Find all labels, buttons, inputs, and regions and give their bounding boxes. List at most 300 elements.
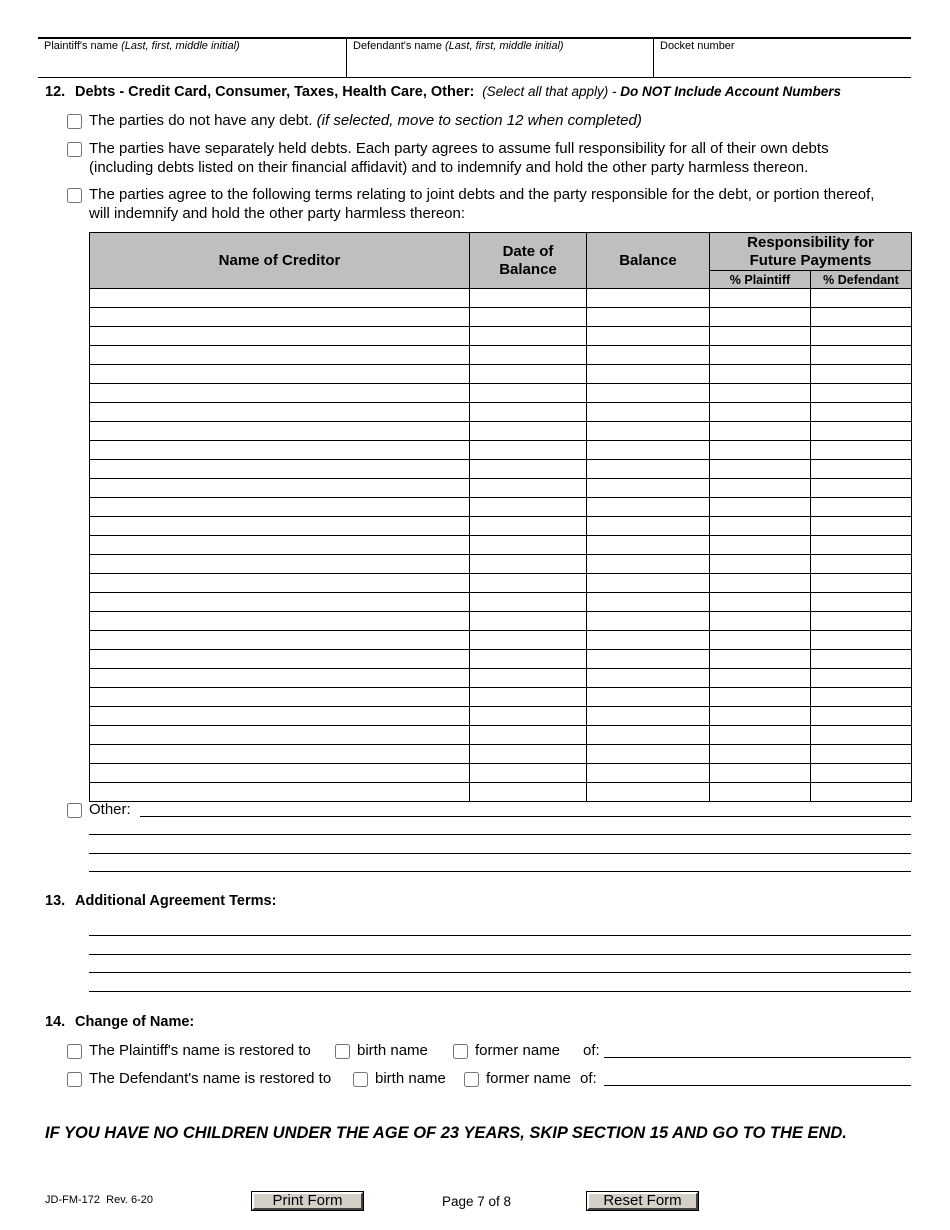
cell-creditor (90, 403, 470, 422)
balance-input[interactable] (587, 669, 709, 687)
creditor-input[interactable] (90, 384, 469, 402)
cell-creditor (90, 593, 470, 612)
cell-date (470, 593, 587, 612)
plaintiff-pct-input[interactable] (710, 517, 810, 535)
creditor-input[interactable] (90, 365, 469, 383)
cell-balance (587, 612, 710, 631)
plaintiff-name-hint: (Last, first, middle initial) (121, 40, 240, 52)
cell-creditor (90, 669, 470, 688)
plaintiff-name-input[interactable] (42, 55, 342, 75)
defendant-pct-input[interactable] (811, 631, 911, 649)
balance-input[interactable] (587, 783, 709, 801)
cell-balance (587, 346, 710, 365)
date-input[interactable] (470, 498, 586, 516)
plaintiff-pct-input[interactable] (710, 308, 810, 326)
cell-plaintiff-pct (710, 669, 811, 688)
case-header (38, 37, 911, 78)
defendant-pct-input[interactable] (811, 688, 911, 706)
plaintiff-pct-input[interactable] (710, 612, 810, 630)
plaintiff-birth-name-checkbox[interactable] (335, 1044, 350, 1059)
balance-input[interactable] (587, 384, 709, 402)
cell-balance (587, 289, 710, 308)
date-input[interactable] (470, 669, 586, 687)
date-input[interactable] (470, 764, 586, 782)
date-input[interactable] (470, 688, 586, 706)
cell-plaintiff-pct (710, 726, 811, 745)
plaintiff-pct-input[interactable] (710, 327, 810, 345)
balance-input[interactable] (587, 726, 709, 744)
date-input[interactable] (470, 308, 586, 326)
cell-plaintiff-pct (710, 593, 811, 612)
defendant-pct-input[interactable] (811, 726, 911, 744)
cell-plaintiff-pct (710, 346, 811, 365)
additional-terms-line-1[interactable] (89, 935, 911, 936)
creditor-input[interactable] (90, 479, 469, 497)
table-row (90, 593, 912, 612)
balance-input[interactable] (587, 631, 709, 649)
defendant-pct-input[interactable] (811, 308, 911, 326)
col-header-defendant-pct: % Defendant (811, 271, 912, 289)
defendant-former-name-checkbox[interactable] (464, 1072, 479, 1087)
date-input[interactable] (470, 555, 586, 573)
date-input[interactable] (470, 346, 586, 364)
cell-creditor (90, 308, 470, 327)
defendant-pct-input[interactable] (811, 764, 911, 782)
no-debt-checkbox[interactable] (67, 114, 82, 129)
plaintiff-pct-input[interactable] (710, 688, 810, 706)
table-row (90, 764, 912, 783)
additional-terms-line-2[interactable] (89, 954, 911, 955)
cell-balance (587, 669, 710, 688)
plaintiff-pct-input[interactable] (710, 631, 810, 649)
table-row (90, 498, 912, 517)
table-row (90, 479, 912, 498)
defendant-restored-name-line[interactable] (604, 1085, 911, 1086)
plaintiff-pct-input[interactable] (710, 460, 810, 478)
joint-debts-line-2: will indemnify and hold the other party harmless thereon: (89, 205, 466, 222)
no-debt-text: The parties do not have any debt. (89, 112, 313, 129)
defendant-name-hint: (Last, first, middle initial) (445, 40, 564, 52)
balance-input[interactable] (587, 536, 709, 554)
defendant-pct-input[interactable] (811, 384, 911, 402)
cell-plaintiff-pct (710, 441, 811, 460)
plaintiff-pct-input[interactable] (710, 498, 810, 516)
date-input[interactable] (470, 745, 586, 763)
print-form-button[interactable]: Print Form (252, 1192, 363, 1210)
cell-plaintiff-pct (710, 707, 811, 726)
balance-input[interactable] (587, 612, 709, 630)
plaintiff-name-restore-text: The Plaintiff's name is restored to (89, 1042, 311, 1059)
cell-balance (587, 688, 710, 707)
debts-table (89, 232, 912, 802)
balance-input[interactable] (587, 745, 709, 763)
cell-creditor (90, 707, 470, 726)
date-input[interactable] (470, 479, 586, 497)
date-input[interactable] (470, 574, 586, 592)
cell-creditor (90, 346, 470, 365)
cell-defendant-pct (811, 574, 912, 593)
table-row (90, 517, 912, 536)
cell-defendant-pct (811, 650, 912, 669)
defendant-name-restore-text: The Defendant's name is restored to (89, 1070, 332, 1087)
balance-input[interactable] (587, 498, 709, 516)
cell-creditor (90, 365, 470, 384)
balance-input[interactable] (587, 365, 709, 383)
defendant-pct-input[interactable] (811, 745, 911, 763)
table-row (90, 460, 912, 479)
defendant-former-name-label: former name (486, 1070, 572, 1087)
form-id (45, 1194, 153, 1206)
cell-defendant-pct (811, 327, 912, 346)
date-input[interactable] (470, 707, 586, 725)
cell-creditor (90, 422, 470, 441)
cell-plaintiff-pct (710, 517, 811, 536)
plaintiff-pct-input[interactable] (710, 422, 810, 440)
table-row (90, 612, 912, 631)
table-row (90, 669, 912, 688)
date-input[interactable] (470, 327, 586, 345)
cell-defendant-pct (811, 384, 912, 403)
plaintiff-pct-input[interactable] (710, 346, 810, 364)
cell-date (470, 517, 587, 536)
cell-defendant-pct (811, 289, 912, 308)
cell-plaintiff-pct (710, 536, 811, 555)
col-header-creditor: Name of Creditor (90, 233, 470, 289)
cell-date (470, 365, 587, 384)
date-input[interactable] (470, 517, 586, 535)
defendant-pct-input[interactable] (811, 460, 911, 478)
defendant-pct-input[interactable] (811, 650, 911, 668)
plaintiff-pct-input[interactable] (710, 783, 810, 801)
date-input[interactable] (470, 403, 586, 421)
defendant-birth-name-checkbox[interactable] (353, 1072, 368, 1087)
defendant-pct-input[interactable] (811, 441, 911, 459)
plaintiff-pct-input[interactable] (710, 669, 810, 687)
cell-plaintiff-pct (710, 422, 811, 441)
other-line-2[interactable] (89, 834, 911, 835)
cell-plaintiff-pct (710, 365, 811, 384)
creditor-input[interactable] (90, 346, 469, 364)
section-14-number: 14. (45, 1014, 66, 1030)
defendant-pct-input[interactable] (811, 574, 911, 592)
cell-creditor (90, 384, 470, 403)
plaintiff-former-name-checkbox[interactable] (453, 1044, 468, 1059)
creditor-input[interactable] (90, 783, 469, 801)
cell-defendant-pct (811, 764, 912, 783)
reset-form-button[interactable]: Reset Form (587, 1192, 698, 1210)
date-input[interactable] (470, 422, 586, 440)
defendant-pct-input[interactable] (811, 479, 911, 497)
creditor-input[interactable] (90, 536, 469, 554)
plaintiff-pct-input[interactable] (710, 745, 810, 763)
cell-creditor (90, 745, 470, 764)
date-input[interactable] (470, 726, 586, 744)
col-header-date (470, 233, 587, 289)
date-input[interactable] (470, 365, 586, 383)
cell-plaintiff-pct (710, 783, 811, 802)
creditor-input[interactable] (90, 517, 469, 535)
cell-creditor (90, 688, 470, 707)
creditor-input[interactable] (90, 289, 469, 307)
date-input[interactable] (470, 441, 586, 459)
cell-plaintiff-pct (710, 289, 811, 308)
date-input[interactable] (470, 783, 586, 801)
balance-input[interactable] (587, 593, 709, 611)
balance-input[interactable] (587, 403, 709, 421)
defendant-pct-input[interactable] (811, 365, 911, 383)
table-row (90, 289, 912, 308)
other-line-1[interactable] (140, 816, 911, 817)
cell-date (470, 289, 587, 308)
defendant-pct-input[interactable] (811, 422, 911, 440)
date-input[interactable] (470, 631, 586, 649)
cell-date (470, 384, 587, 403)
plaintiff-pct-input[interactable] (710, 441, 810, 459)
table-row (90, 688, 912, 707)
defendant-pct-input[interactable] (811, 612, 911, 630)
col-header-date-line-2: Balance (499, 260, 557, 278)
defendant-pct-input[interactable] (811, 289, 911, 307)
cell-balance (587, 384, 710, 403)
creditor-input[interactable] (90, 707, 469, 725)
cell-balance (587, 574, 710, 593)
plaintiff-pct-input[interactable] (710, 365, 810, 383)
defendant-pct-input[interactable] (811, 517, 911, 535)
cell-date (470, 764, 587, 783)
creditor-input[interactable] (90, 631, 469, 649)
table-row (90, 783, 912, 802)
cell-plaintiff-pct (710, 574, 811, 593)
table-row (90, 745, 912, 764)
plaintiff-pct-input[interactable] (710, 555, 810, 573)
balance-input[interactable] (587, 441, 709, 459)
plaintiff-pct-input[interactable] (710, 403, 810, 421)
cell-defendant-pct (811, 707, 912, 726)
defendant-pct-input[interactable] (811, 498, 911, 516)
creditor-input[interactable] (90, 460, 469, 478)
cell-date (470, 308, 587, 327)
other-line-4[interactable] (89, 871, 911, 872)
date-input[interactable] (470, 384, 586, 402)
balance-input[interactable] (587, 346, 709, 364)
creditor-input[interactable] (90, 403, 469, 421)
cell-plaintiff-pct (710, 498, 811, 517)
plaintiff-restored-name-line[interactable] (604, 1057, 911, 1058)
balance-input[interactable] (587, 327, 709, 345)
defendant-of-label: of: (580, 1070, 597, 1087)
cell-defendant-pct (811, 479, 912, 498)
cell-date (470, 441, 587, 460)
date-input[interactable] (470, 536, 586, 554)
docket-number-input[interactable] (658, 55, 907, 75)
creditor-input[interactable] (90, 745, 469, 763)
defendant-pct-input[interactable] (811, 536, 911, 554)
other-line-3[interactable] (89, 853, 911, 854)
section-14-heading (45, 1014, 194, 1030)
balance-input[interactable] (587, 650, 709, 668)
defendant-pct-input[interactable] (811, 327, 911, 345)
plaintiff-pct-input[interactable] (710, 726, 810, 744)
plaintiff-pct-input[interactable] (710, 707, 810, 725)
creditor-input[interactable] (90, 441, 469, 459)
cell-balance (587, 745, 710, 764)
cell-balance (587, 631, 710, 650)
page-number: Page 7 of 8 (442, 1194, 512, 1209)
cell-defendant-pct (811, 631, 912, 650)
defendant-name-label: Defendant's name (353, 40, 442, 52)
separate-debts-checkbox[interactable] (67, 142, 82, 157)
balance-input[interactable] (587, 422, 709, 440)
creditor-input[interactable] (90, 764, 469, 782)
defendant-pct-input[interactable] (811, 555, 911, 573)
balance-input[interactable] (587, 555, 709, 573)
cell-date (470, 726, 587, 745)
creditor-input[interactable] (90, 327, 469, 345)
cell-balance (587, 422, 710, 441)
table-row (90, 308, 912, 327)
balance-input[interactable] (587, 688, 709, 706)
cell-plaintiff-pct (710, 764, 811, 783)
section-12-instruction-bold: Do NOT Include Account Numbers (620, 84, 842, 99)
cell-defendant-pct (811, 612, 912, 631)
date-input[interactable] (470, 612, 586, 630)
creditor-input[interactable] (90, 593, 469, 611)
balance-input[interactable] (587, 460, 709, 478)
defendant-pct-input[interactable] (811, 593, 911, 611)
separate-debts-line-1: The parties have separately held debts. Each party agrees to assume full responsibility for all of their own debts (89, 140, 829, 157)
cell-balance (587, 365, 710, 384)
cell-date (470, 783, 587, 802)
plaintiff-pct-input[interactable] (710, 650, 810, 668)
joint-debts-option (89, 185, 874, 223)
balance-input[interactable] (587, 707, 709, 725)
plaintiff-pct-input[interactable] (710, 384, 810, 402)
cell-creditor (90, 536, 470, 555)
additional-terms-line-3[interactable] (89, 972, 911, 973)
cell-plaintiff-pct (710, 631, 811, 650)
cell-plaintiff-pct (710, 308, 811, 327)
col-header-responsibility-line-2: Future Payments (749, 251, 872, 269)
cell-plaintiff-pct (710, 327, 811, 346)
table-row (90, 650, 912, 669)
cell-balance (587, 536, 710, 555)
date-input[interactable] (470, 593, 586, 611)
balance-input[interactable] (587, 517, 709, 535)
creditor-input[interactable] (90, 650, 469, 668)
creditor-input[interactable] (90, 422, 469, 440)
cell-balance (587, 650, 710, 669)
defendant-pct-input[interactable] (811, 707, 911, 725)
table-row (90, 403, 912, 422)
creditor-input[interactable] (90, 498, 469, 516)
defendant-pct-input[interactable] (811, 346, 911, 364)
form-id-code: JD-FM-172 (45, 1194, 101, 1206)
date-input[interactable] (470, 650, 586, 668)
defendant-pct-input[interactable] (811, 403, 911, 421)
plaintiff-of-label: of: (583, 1042, 600, 1059)
plaintiff-name-label: Plaintiff's name (44, 40, 119, 52)
col-header-date-line-1: Date of (502, 242, 554, 260)
cell-creditor (90, 517, 470, 536)
cell-creditor (90, 327, 470, 346)
date-input[interactable] (470, 460, 586, 478)
balance-input[interactable] (587, 308, 709, 326)
creditor-input[interactable] (90, 308, 469, 326)
cell-date (470, 688, 587, 707)
plaintiff-pct-input[interactable] (710, 536, 810, 554)
plaintiff-pct-input[interactable] (710, 479, 810, 497)
cell-balance (587, 327, 710, 346)
defendant-name-input[interactable] (351, 55, 649, 75)
cell-balance (587, 403, 710, 422)
table-row (90, 555, 912, 574)
cell-defendant-pct (811, 422, 912, 441)
cell-balance (587, 707, 710, 726)
cell-balance (587, 479, 710, 498)
other-debts-checkbox[interactable] (67, 803, 82, 818)
cell-creditor (90, 612, 470, 631)
section-12-number: 12. (45, 84, 66, 100)
section-14-title: Change of Name: (75, 1014, 195, 1030)
cell-defendant-pct (811, 460, 912, 479)
defendant-pct-input[interactable] (811, 783, 911, 801)
cell-plaintiff-pct (710, 460, 811, 479)
table-row (90, 327, 912, 346)
balance-input[interactable] (587, 764, 709, 782)
cell-date (470, 650, 587, 669)
plaintiff-name-restore-checkbox[interactable] (67, 1044, 82, 1059)
balance-input[interactable] (587, 289, 709, 307)
creditor-input[interactable] (90, 669, 469, 687)
cell-creditor (90, 289, 470, 308)
table-row (90, 346, 912, 365)
balance-input[interactable] (587, 574, 709, 592)
table-row (90, 574, 912, 593)
no-children-warning: IF YOU HAVE NO CHILDREN UNDER THE AGE OF 23 YEARS, SKIP SECTION 15 AND GO TO THE END. (45, 1124, 847, 1142)
cell-plaintiff-pct (710, 479, 811, 498)
defendant-pct-input[interactable] (811, 669, 911, 687)
cell-defendant-pct (811, 365, 912, 384)
creditor-input[interactable] (90, 612, 469, 630)
table-row (90, 384, 912, 403)
cell-defendant-pct (811, 555, 912, 574)
creditor-input[interactable] (90, 726, 469, 744)
plaintiff-pct-input[interactable] (710, 574, 810, 592)
plaintiff-former-name-label: former name (475, 1042, 561, 1059)
creditor-input[interactable] (90, 555, 469, 573)
creditor-input[interactable] (90, 688, 469, 706)
col-header-responsibility-line-1: Responsibility for (747, 233, 874, 251)
table-row (90, 707, 912, 726)
cell-creditor (90, 631, 470, 650)
plaintiff-pct-input[interactable] (710, 764, 810, 782)
creditor-input[interactable] (90, 574, 469, 592)
plaintiff-pct-input[interactable] (710, 593, 810, 611)
additional-terms-line-4[interactable] (89, 991, 911, 992)
cell-defendant-pct (811, 498, 912, 517)
joint-debts-checkbox[interactable] (67, 188, 82, 203)
col-header-balance: Balance (587, 233, 710, 289)
date-input[interactable] (470, 289, 586, 307)
table-row (90, 726, 912, 745)
section-12-heading (45, 84, 841, 100)
cell-balance (587, 555, 710, 574)
form-revision: Rev. 6-20 (106, 1194, 154, 1206)
plaintiff-pct-input[interactable] (710, 289, 810, 307)
balance-input[interactable] (587, 479, 709, 497)
table-row (90, 365, 912, 384)
defendant-name-restore-checkbox[interactable] (67, 1072, 82, 1087)
